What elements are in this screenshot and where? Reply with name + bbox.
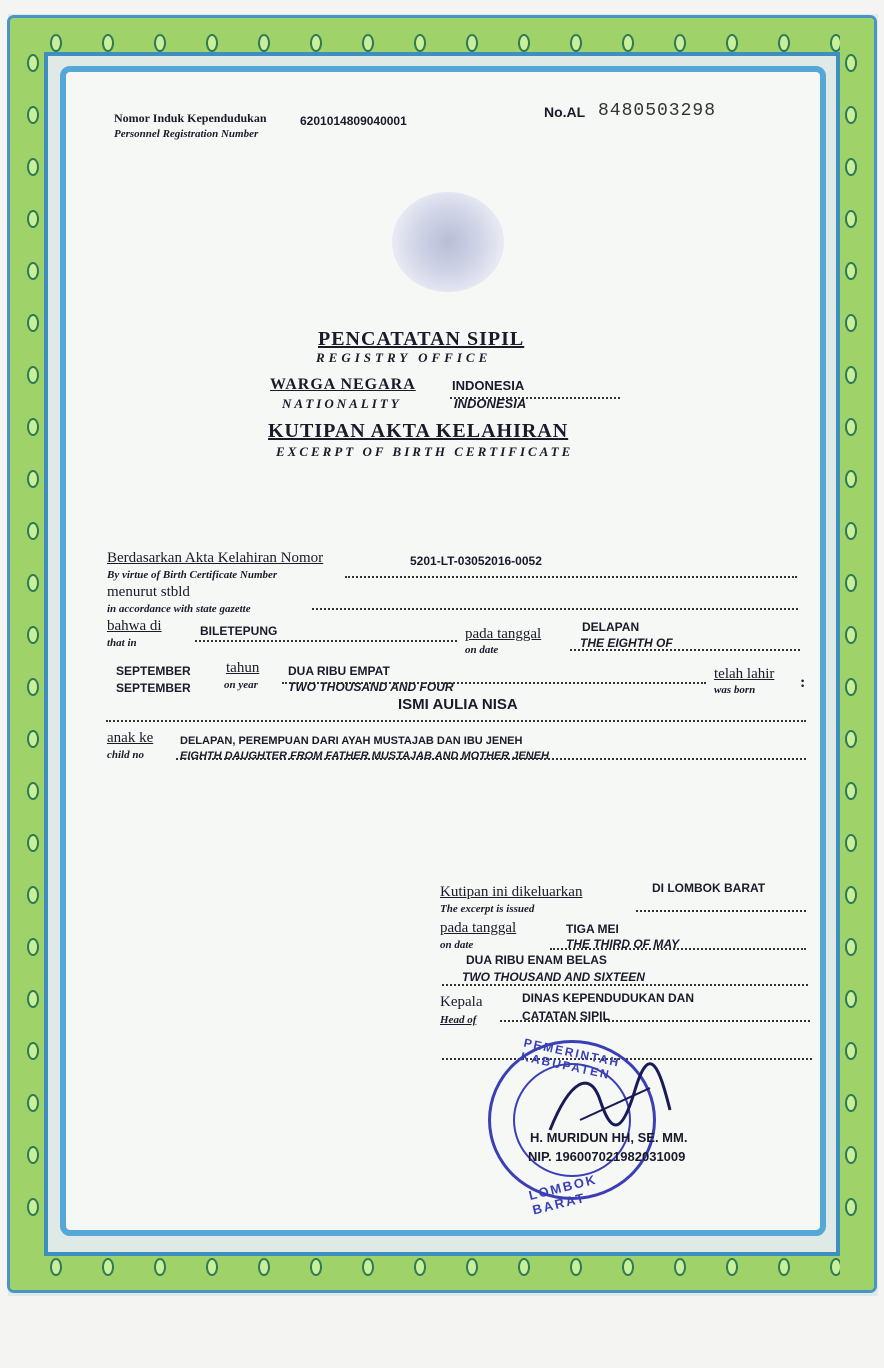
child-name: ISMI AULIA NISA (398, 696, 518, 713)
border-pattern-top (44, 30, 840, 56)
year-label-en: on year (224, 679, 258, 691)
nik-label-en: Personnel Registration Number (114, 128, 259, 140)
border-ornament-icon (27, 522, 39, 540)
border-ornament-icon (27, 1146, 39, 1164)
border-ornament-icon (845, 1146, 857, 1164)
border-ornament-icon (50, 1258, 62, 1276)
issued-label-en: The excerpt is issued (440, 903, 535, 915)
serial-prefix: No.AL (544, 104, 586, 120)
border-ornament-icon (27, 678, 39, 696)
excerpt-title-en: EXCERPT OF BIRTH CERTIFICATE (276, 444, 574, 459)
border-pattern-right (838, 44, 864, 1254)
border-ornament-icon (27, 626, 39, 644)
border-ornament-icon (258, 1258, 270, 1276)
border-ornament-icon (27, 886, 39, 904)
border-ornament-icon (466, 1258, 478, 1276)
official-name: H. MURIDUN HH, SE. MM. (530, 1130, 688, 1145)
head-office-2: CATATAN SIPIL (522, 1009, 610, 1023)
born-label-en: was born (714, 684, 756, 696)
birth-place: BILETEPUNG (200, 624, 278, 638)
border-ornament-icon (310, 1258, 322, 1276)
border-ornament-icon (726, 34, 738, 52)
border-ornament-icon (27, 782, 39, 800)
border-ornament-icon (27, 262, 39, 280)
date-label: pada tanggal (465, 626, 542, 642)
border-ornament-icon (845, 574, 857, 592)
stbld-label-en: in accordance with state gazette (107, 603, 251, 615)
border-ornament-icon (570, 34, 582, 52)
border-ornament-icon (845, 54, 857, 72)
border-ornament-icon (518, 34, 530, 52)
head-office-1: DINAS KEPENDUDUKAN DAN (522, 991, 695, 1005)
border-ornament-icon (778, 34, 790, 52)
place-label-en: that in (107, 637, 137, 649)
border-ornament-icon (414, 34, 426, 52)
border-ornament-icon (845, 990, 857, 1008)
birth-month: SEPTEMBER (116, 664, 191, 678)
border-ornament-icon (362, 34, 374, 52)
border-ornament-icon (102, 34, 114, 52)
born-label: telah lahir (714, 666, 775, 682)
year-label: tahun (226, 660, 260, 676)
serial-number: 8480503298 (598, 101, 717, 121)
stbld-label: menurut stbld (107, 584, 190, 600)
child-no-label: anak ke (107, 730, 154, 746)
border-ornament-icon (845, 262, 857, 280)
issue-year-en: TWO THOUSAND AND SIXTEEN (462, 970, 645, 984)
border-ornament-icon (674, 34, 686, 52)
border-ornament-icon (845, 678, 857, 696)
certificate-label: Berdasarkan Akta Kelahiran Nomor (107, 550, 324, 566)
child-info: DELAPAN, PEREMPUAN DARI AYAH MUSTAJAB DAN IBU JENEH (180, 735, 523, 747)
border-ornament-icon (570, 1258, 582, 1276)
nik-value: 6201014809040001 (300, 114, 407, 128)
border-ornament-icon (845, 1094, 857, 1112)
border-ornament-icon (27, 418, 39, 436)
nationality-value: INDONESIA (452, 378, 525, 393)
border-ornament-icon (845, 1198, 857, 1216)
border-ornament-icon (845, 834, 857, 852)
certificate-number: 5201-LT-03052016-0052 (410, 554, 542, 568)
birth-year: DUA RIBU EMPAT (288, 664, 390, 678)
border-ornament-icon (27, 938, 39, 956)
border-ornament-icon (27, 1198, 39, 1216)
border-ornament-icon (27, 210, 39, 228)
place-label: bahwa di (107, 618, 162, 634)
border-ornament-icon (206, 1258, 218, 1276)
border-ornament-icon (845, 366, 857, 384)
border-ornament-icon (310, 34, 322, 52)
border-ornament-icon (845, 106, 857, 124)
border-ornament-icon (206, 34, 218, 52)
border-ornament-icon (27, 1094, 39, 1112)
border-ornament-icon (414, 1258, 426, 1276)
stamp-bottom-text: LOMBOK BARAT (527, 1171, 599, 1218)
border-ornament-icon (726, 1258, 738, 1276)
border-ornament-icon (845, 210, 857, 228)
border-ornament-icon (27, 158, 39, 176)
border-ornament-icon (27, 834, 39, 852)
border-ornament-icon (50, 34, 62, 52)
border-ornament-icon (778, 1258, 790, 1276)
border-ornament-icon (258, 34, 270, 52)
registry-title-en: REGISTRY OFFICE (316, 350, 492, 365)
official-nip: NIP. 196007021982031009 (528, 1149, 686, 1164)
date-label-en: on date (465, 644, 499, 656)
border-ornament-icon (27, 314, 39, 332)
border-ornament-icon (845, 314, 857, 332)
border-ornament-icon (845, 782, 857, 800)
garuda-emblem-icon (392, 192, 504, 292)
border-ornament-icon (27, 574, 39, 592)
border-ornament-icon (518, 1258, 530, 1276)
border-ornament-icon (27, 730, 39, 748)
border-ornament-icon (845, 470, 857, 488)
border-ornament-icon (845, 1042, 857, 1060)
child-info-en: EIGHTH DAUGHTER FROM FATHER MUSTAJAB AND MOTHER JENEH (180, 750, 549, 762)
border-ornament-icon (27, 106, 39, 124)
border-pattern-bottom (44, 1254, 840, 1280)
issued-label: Kutipan ini dikeluarkan (440, 884, 583, 900)
border-ornament-icon (27, 1042, 39, 1060)
border-ornament-icon (27, 990, 39, 1008)
registry-title: PENCATATAN SIPIL (318, 328, 525, 350)
head-label-en: Head of (440, 1014, 477, 1026)
border-ornament-icon (845, 730, 857, 748)
issue-date-label-en: on date (440, 939, 474, 951)
border-ornament-icon (362, 1258, 374, 1276)
border-ornament-icon (845, 418, 857, 436)
stamp-top-text: PEMERINTAH KABUPATEN (519, 1035, 622, 1083)
border-ornament-icon (845, 886, 857, 904)
nik-label: Nomor Induk Kependudukan (114, 111, 267, 125)
border-ornament-icon (830, 1258, 840, 1276)
border-ornament-icon (845, 522, 857, 540)
nationality-value-en: INDONESIA (454, 396, 527, 411)
birth-date-en: THE EIGHTH OF (580, 636, 673, 650)
border-ornament-icon (102, 1258, 114, 1276)
issue-date-label: pada tanggal (440, 920, 517, 936)
border-ornament-icon (622, 1258, 634, 1276)
born-colon: : (800, 674, 806, 691)
birth-date: DELAPAN (582, 620, 640, 634)
border-ornament-icon (466, 34, 478, 52)
excerpt-title: KUTIPAN AKTA KELAHIRAN (268, 420, 569, 442)
border-ornament-icon (27, 470, 39, 488)
certificate-label-en: By virtue of Birth Certificate Number (107, 569, 278, 581)
birth-year-en: TWO THOUSAND AND FOUR (288, 680, 454, 694)
nationality-label: WARGA NEGARA (270, 376, 416, 393)
birth-month-en: SEPTEMBER (116, 681, 191, 695)
border-ornament-icon (27, 54, 39, 72)
issue-date: TIGA MEI (566, 922, 619, 936)
border-ornament-icon (622, 34, 634, 52)
child-no-label-en: child no (107, 749, 144, 761)
issue-year: DUA RIBU ENAM BELAS (466, 953, 607, 967)
issue-date-en: THE THIRD OF MAY (566, 937, 680, 951)
issued-place: DI LOMBOK BARAT (652, 881, 766, 895)
border-ornament-icon (154, 34, 166, 52)
border-ornament-icon (27, 366, 39, 384)
border-ornament-icon (845, 626, 857, 644)
border-ornament-icon (154, 1258, 166, 1276)
head-label: Kepala (440, 994, 483, 1010)
border-ornament-icon (845, 158, 857, 176)
border-pattern-left (20, 44, 46, 1254)
border-ornament-icon (674, 1258, 686, 1276)
border-ornament-icon (845, 938, 857, 956)
nationality-label-en: NATIONALITY (282, 396, 402, 411)
